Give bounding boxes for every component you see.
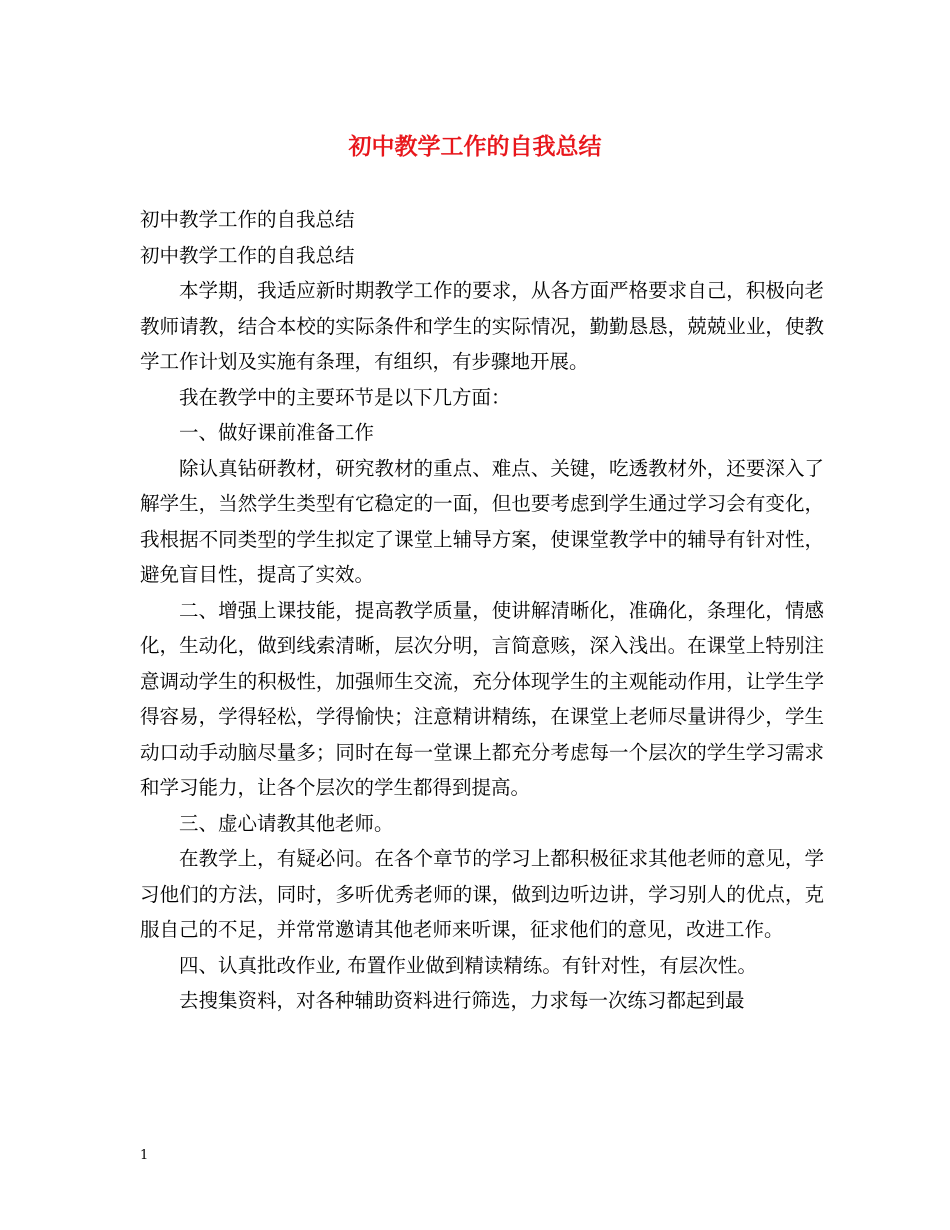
paragraph-section-4: 去搜集资料，对各种辅助资料进行筛选，力求每一次练习都起到最 (179, 989, 745, 1012)
paragraph-subtitle-1: 初中教学工作的自我总结 (140, 208, 355, 231)
heading-section-1: 一、做好课前准备工作 (179, 421, 375, 444)
document-title: 初中教学工作的自我总结 (348, 133, 602, 160)
paragraph-section-3: 在教学上，有疑必问。在各个章节的学习上都积极征求其他老师的意见，学习他们的方法，同时，多听优秀老师的课，做到边听边讲，学习别人的优点，克服自己的不足，并常常邀请其他老师来听课，征求他们的意见，改进工作。 (140, 847, 824, 941)
paragraph-subtitle-2: 初中教学工作的自我总结 (140, 243, 355, 267)
page-number: 1 (140, 1148, 149, 1163)
paragraph-main-aspects: 我在教学中的主要环节是以下几方面： (179, 385, 511, 409)
heading-section-4: 四、认真批改作业, 布置作业做到精读精练。有针对性，有层次性。 (179, 953, 757, 977)
paragraph-intro: 本学期，我适应新时期教学工作的要求，从各方面严格要求自己，积极向老教师请教，结合本校的实际条件和学生的实际情况，勤勤恳恳，兢兢业业，使教学工作计划及实施有条理，有组织，有步骤地开展。 (140, 279, 824, 373)
heading-section-3: 三、虚心请教其他老师。 (179, 811, 394, 835)
paragraph-section-1: 除认真钻研教材，研究教材的重点、难点、关键，吃透教材外，还要深入了解学生，当然学生类型有它稳定的一面，但也要考虑到学生通过学习会有变化，我根据不同类型的学生拟定了课堂上辅导方案，使课堂教学中的辅导有针对性，避免盲目性，提高了实效。 (140, 456, 824, 586)
document-body (140, 202, 824, 1019)
paragraph-section-2: 二、增强上课技能，提高教学质量，使讲解清晰化，准确化，条理化，情感化，生动化，做到线索清晰，层次分明，言简意赅，深入浅出。在课堂上特别注意调动学生的积极性，加强师生交流，充分体现学生的主观能动作用，让学生学得容易，学得轻松，学得愉快；注意精讲精练，在课堂上老师尽量讲得少，学生动口动手动脑尽量多；同时在每一堂课上都充分考虑每一个层次的学生学习需求和学习能力，让各个层次的学生都得到提高。 (140, 598, 824, 799)
